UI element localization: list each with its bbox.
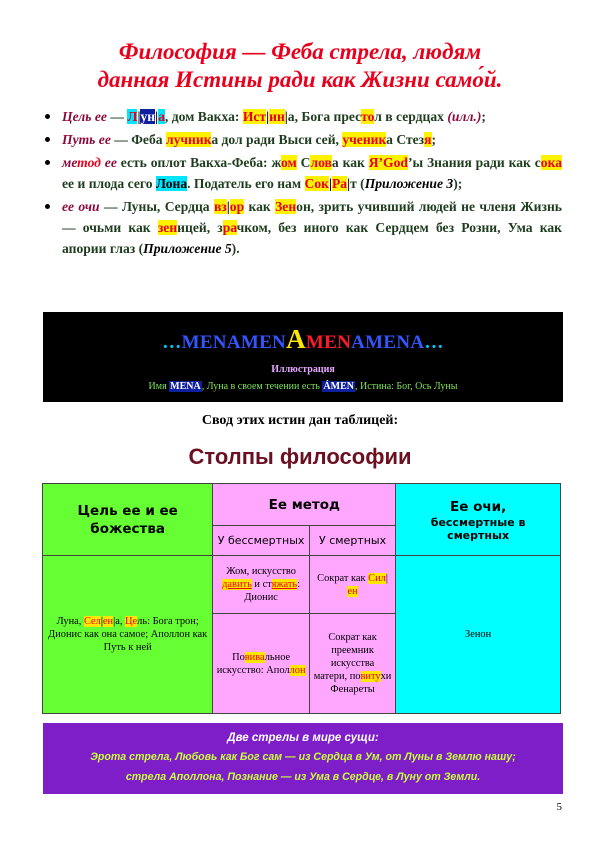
pillars-table [42,483,561,714]
page-number: 5 [556,801,562,813]
cell-eyes: Зенон [396,556,561,714]
cell-method-immortals-1: Жом, искусство давить и стяжать: Дионис [213,556,310,614]
title-line-1: Философия — Феба стрела, людям [118,39,482,64]
bullet-path: Путь ее — Феба лучника дол ради Выси сей, ученика Стезя; [62,129,562,150]
illustration-caption: Иллюстрация [271,364,335,375]
col-eyes-header: Ее очи, бессмертные в смертных [396,484,561,556]
banner-line-1: Эрота стрела, Любовь как Бог сам — из Сердца в Ум, от Луны в Землю нашу; [90,751,516,763]
bullet-method: метод ее есть оплот Вакха-Феба: жом Слова как Я’God’ы Знания ради как сока ее и плода сего Лона. Податель его нам Сок|Ра|т (Приложение 3); [62,152,562,194]
bullet-list [62,106,562,261]
menamen-wordplay: …MENAMENAMENAMENA… [162,324,444,354]
cell-method-mortals-1: Сократ как Сил|ен [309,556,395,614]
cell-method-immortals-2: Повивальное искусство: Аполлон [213,614,310,714]
summary-text: Свод этих истин дан таблицей: [201,413,399,428]
banner-line-2: стрела Аполлона, Познание — из Ума в Сердце, в Луну от Земли. [125,771,481,783]
two-arrows-banner [43,723,563,794]
title-line-2: данная Истины ради как Жизни само́й. [97,67,503,92]
sub-mortals: У смертных [309,526,395,556]
sub-immortals: У бессмертных [213,526,310,556]
col-method-header: Ее метод [213,484,396,526]
col-goal-header: Цель ее и ее божества [43,484,213,556]
banner-heading: Две стрелы в мире сущи: [227,732,379,744]
bullet-goal: Цель ее — Л|ун|а, дом Вакха: Ист|ин|а, Бога престол в сердцах (илл.); [62,106,562,127]
cell-method-mortals-2: Сократ как преемник искусства матери, повитухи Фенареты [309,614,395,714]
cell-goal-deities: Луна, Сел|ен|а, Цель: Бога трон; Дионис как она самое; Аполлон как Путь к ней [43,556,213,714]
bullet-eyes: ее очи — Луны, Сердца вз|ор как Зенон, зрить учивший людей не членя Жизнь — очьми как зеницей, зрачком, без иного как Сердцем без Розни, Ума как апории глаз (Приложение 5). [62,196,562,259]
illustration-box [43,312,563,402]
page-title [30,38,570,94]
illustration-note: Имя MENA, Луна в своем течении есть ÁMEN, Истина: Бог, Ось Луны [148,381,458,392]
table-title: Столпы философии [188,444,412,469]
